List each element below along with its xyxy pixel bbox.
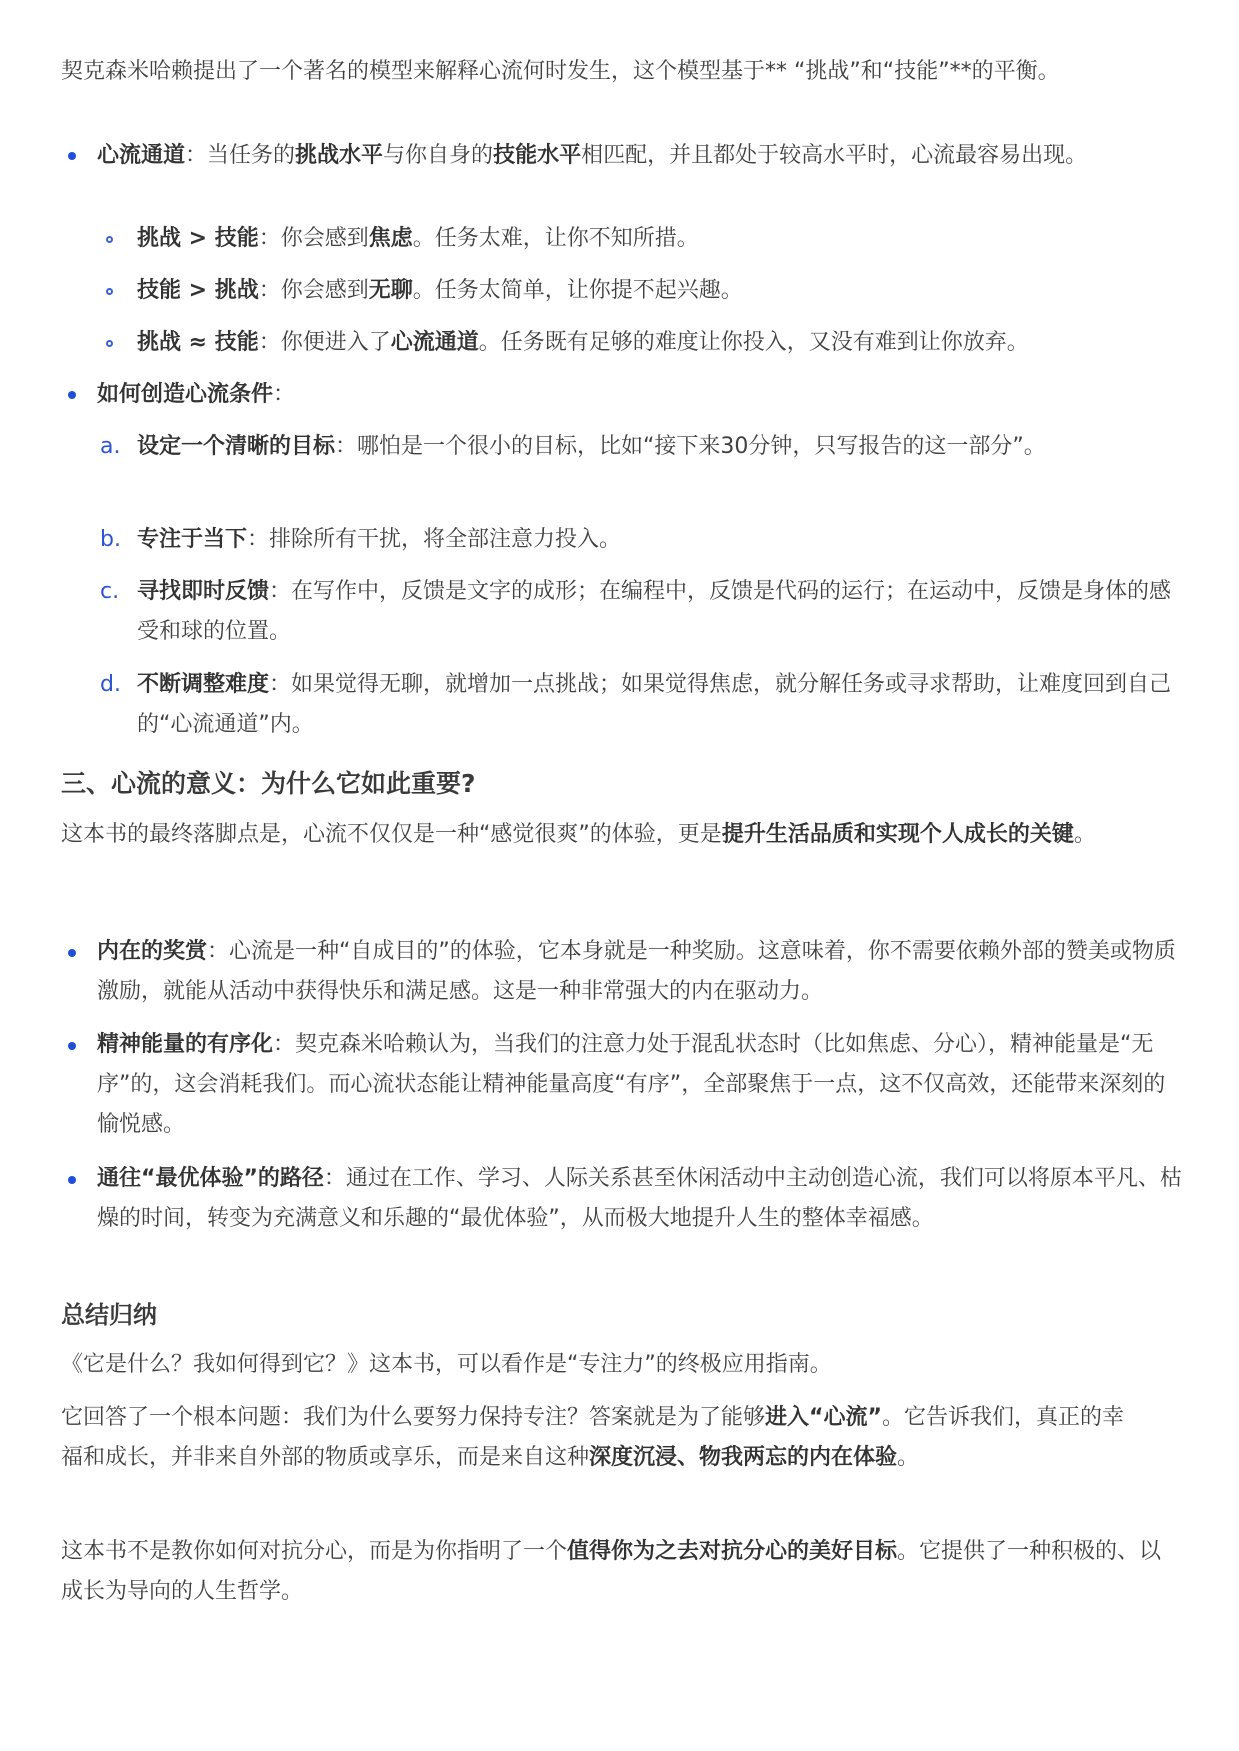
step-letter: d. xyxy=(100,672,121,697)
bullet-create-conditions: 如何创造心流条件： xyxy=(97,382,296,407)
sub-item-flow: 挑战 ≈ 技能：你便进入了心流通道。任务既有足够的难度让你投入，又没有难到让你放弃。 xyxy=(137,330,1029,355)
intro-paragraph: 契克森米哈赖提出了一个著名的模型来解释心流何时发生，这个模型基于** “挑战”和“技能”**的平衡。 xyxy=(61,59,1060,84)
section-heading: 三、心流的意义：为什么它如此重要? xyxy=(61,769,476,798)
step-present: 专注于当下：排除所有干扰，将全部注意力投入。 xyxy=(137,527,622,552)
step-feedback: 寻找即时反馈：在写作中，反馈是文字的成形；在编程中，反馈是代码的运行；在运动中，反馈是身体的感受和球的位置。 xyxy=(137,579,1172,644)
step-letter: a. xyxy=(100,434,121,459)
bullet-psychic-order: 精神能量的有序化：契克森米哈赖认为，当我们的注意力处于混乱状态时（比如焦虑、分心），精神能量是“无序”的，这会消耗我们。而心流状态能让精神能量高度“有序”，全部聚焦于一点，这不仅高效，还能带来深刻的愉悦感。 xyxy=(97,1032,1166,1137)
step-letter: b. xyxy=(100,527,121,552)
bullet-intrinsic-reward: 内在的奖赏：心流是一种“自成目的”的体验，它本身就是一种奖励。这意味着，你不需要依赖外部的赞美或物质激励，就能从活动中获得快乐和满足感。这是一种非常强大的内在驱动力。 xyxy=(97,939,1176,1004)
step-clear-goal: 设定一个清晰的目标：哪怕是一个很小的目标，比如“接下来30分钟，只写报告的这一部分”。 xyxy=(137,434,1046,459)
summary-paragraph-2: 它回答了一个根本问题：我们为什么要努力保持专注？答案就是为了能够进入“心流”。它告诉我们，真正的幸福和成长，并非来自外部的物质或享乐，而是来自这种深度沉浸、物我两忘的内在体验。 xyxy=(61,1405,1124,1470)
step-letter: c. xyxy=(100,579,120,604)
sub-bullet-marker xyxy=(106,340,113,347)
summary-heading: 总结归纳 xyxy=(61,1301,157,1329)
bullet-flow-channel: 心流通道：当任务的挑战水平与你自身的技能水平相匹配，并且都处于较高水平时，心流最容易出现。 xyxy=(97,143,1088,168)
bullet-marker xyxy=(68,1176,76,1184)
bullet-marker xyxy=(68,152,76,160)
bullet-optimal-experience: 通往“最优体验”的路径：通过在工作、学习、人际关系甚至休闲活动中主动创造心流，我们可以将原本平凡、枯燥的时间，转变为充满意义和乐趣的“最优体验”，从而极大地提升人生的整体幸福感。 xyxy=(97,1166,1182,1231)
sub-bullet-marker xyxy=(106,288,113,295)
section3-lead: 这本书的最终落脚点是，心流不仅仅是一种“感觉很爽”的体验，更是提升生活品质和实现个人成长的关键。 xyxy=(61,822,1096,847)
bullet-marker xyxy=(68,391,76,399)
summary-paragraph-3: 这本书不是教你如何对抗分心，而是为你指明了一个值得你为之去对抗分心的美好目标。它提供了一种积极的、以成长为导向的人生哲学。 xyxy=(61,1539,1162,1604)
step-adjust: 不断调整难度：如果觉得无聊，就增加一点挑战；如果觉得焦虑，就分解任务或寻求帮助，让难度回到自己的“心流通道”内。 xyxy=(137,672,1172,737)
sub-bullet-marker xyxy=(106,236,113,243)
bullet-marker xyxy=(68,1042,76,1050)
bullet-marker xyxy=(68,949,76,957)
sub-item-anxiety: 挑战 > 技能：你会感到焦虑。任务太难，让你不知所措。 xyxy=(137,226,699,251)
summary-paragraph-1: 《它是什么？我如何得到它？》这本书，可以看作是“专注力”的终极应用指南。 xyxy=(61,1352,832,1377)
sub-item-boredom: 技能 > 挑战：你会感到无聊。任务太简单，让你提不起兴趣。 xyxy=(137,278,743,303)
